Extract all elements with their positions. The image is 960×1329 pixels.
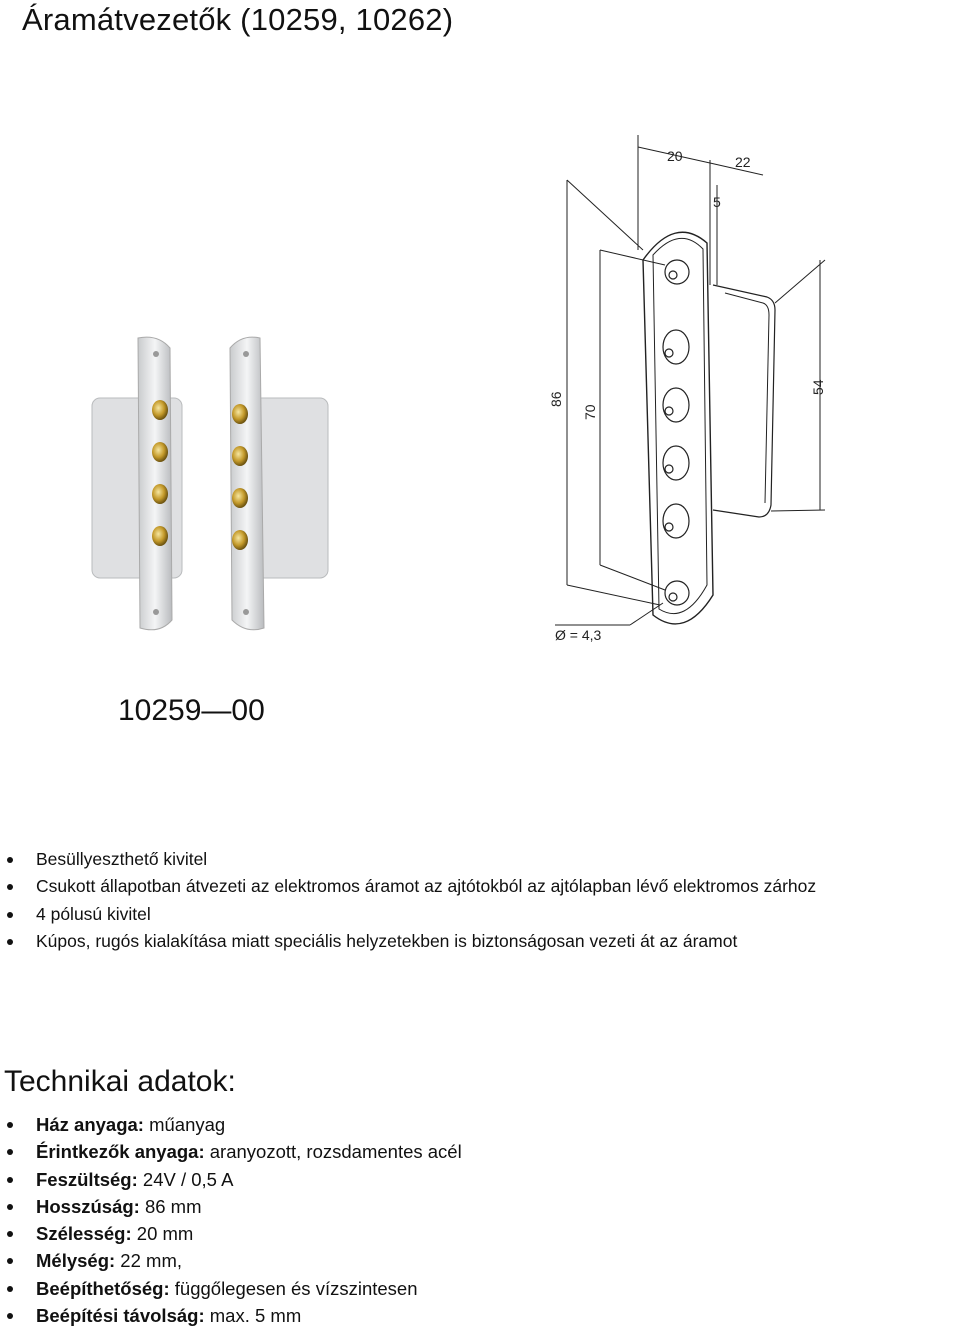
spec-label: Mélység: bbox=[36, 1250, 116, 1272]
product-photo bbox=[80, 330, 340, 635]
spec-value: aranyozott, rozsdamentes acél bbox=[204, 1141, 462, 1163]
spec-item bbox=[0, 1302, 462, 1329]
dim-hole-spacing: 70 bbox=[582, 404, 598, 420]
dim-gap: 5 bbox=[713, 194, 721, 210]
spec-label: Beépítési távolság: bbox=[36, 1305, 205, 1327]
spec-item bbox=[0, 1275, 462, 1302]
dim-body: 54 bbox=[810, 379, 826, 395]
technical-data-heading: Technikai adatok: bbox=[4, 1065, 236, 1098]
technical-drawing bbox=[535, 125, 835, 650]
spec-label: Érintkezők anyaga: bbox=[36, 1141, 205, 1163]
feature-item: 4 pólusú kivitel bbox=[0, 901, 816, 928]
page-title: Áramátvezetők (10259, 10262) bbox=[22, 2, 454, 37]
spec-item bbox=[0, 1193, 462, 1220]
feature-item: Csukott állapotban átvezeti az elektromos áramot az ajtótokból az ajtólapban lévő elektromos zárhoz bbox=[0, 873, 816, 900]
feature-list bbox=[0, 846, 816, 956]
spec-value: max. 5 mm bbox=[204, 1305, 302, 1327]
spec-value: függőlegesen és vízszintesen bbox=[169, 1277, 418, 1299]
spec-value: 24V / 0,5 A bbox=[137, 1168, 234, 1190]
spec-label: Ház anyaga: bbox=[36, 1114, 144, 1135]
product-code: 10259—00 bbox=[118, 694, 265, 727]
spec-item bbox=[0, 1220, 462, 1247]
spec-item bbox=[0, 1111, 462, 1138]
spec-value: 22 mm, bbox=[115, 1250, 182, 1272]
dim-length: 86 bbox=[548, 391, 564, 407]
spec-label: Hosszúság: bbox=[36, 1195, 140, 1217]
spec-list bbox=[0, 1111, 462, 1329]
dim-hole-diameter: Ø = 4,3 bbox=[555, 627, 602, 643]
feature-item: Kúpos, rugós kialakítása miatt speciális helyzetekben is biztonságosan vezeti át az áramot bbox=[0, 928, 816, 955]
spec-item bbox=[0, 1138, 462, 1165]
feature-item: Besüllyeszthető kivitel bbox=[0, 846, 816, 873]
spec-label: Feszültség: bbox=[36, 1168, 138, 1190]
dim-width: 20 bbox=[667, 148, 683, 164]
dim-depth: 22 bbox=[735, 154, 751, 170]
spec-item bbox=[0, 1247, 462, 1274]
spec-label: Szélesség: bbox=[36, 1223, 132, 1245]
spec-value: 86 mm bbox=[139, 1195, 202, 1217]
spec-value: műanyag bbox=[143, 1114, 226, 1135]
spec-item bbox=[0, 1166, 462, 1193]
spec-label: Beépíthetőség: bbox=[36, 1277, 170, 1299]
spec-value: 20 mm bbox=[131, 1223, 194, 1245]
